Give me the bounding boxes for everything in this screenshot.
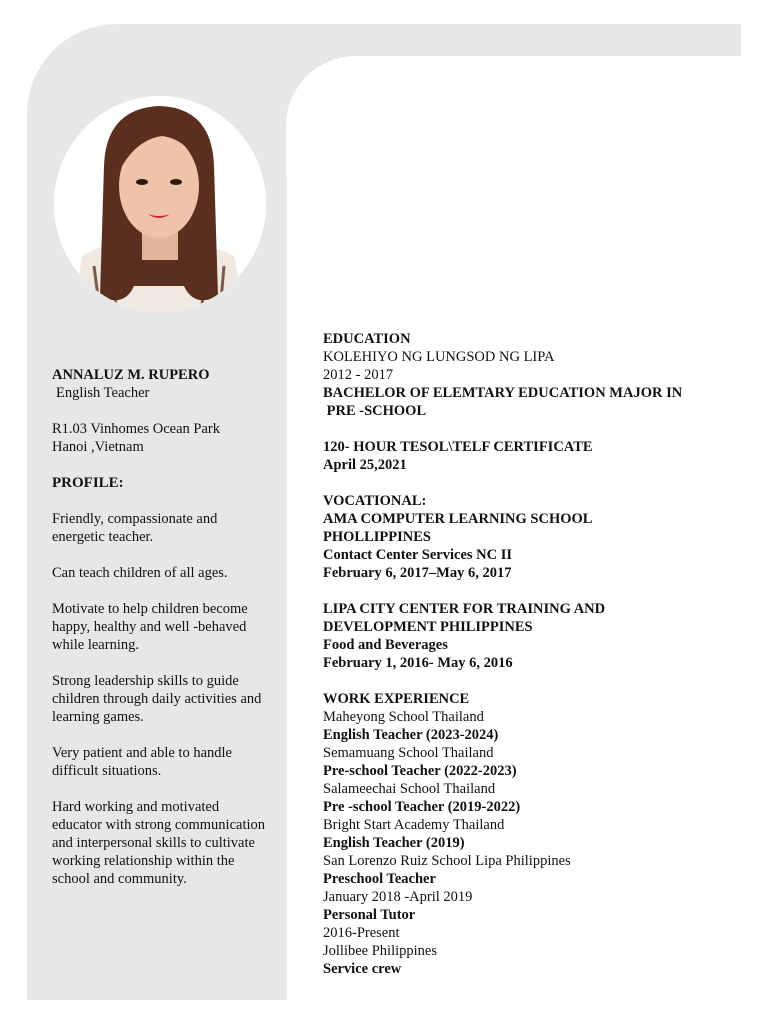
work-line: English Teacher (2023-2024) bbox=[323, 727, 499, 743]
work-heading: WORK EXPERIENCE bbox=[323, 691, 470, 707]
profile-paragraph: Motivate to help children become happy, healthy and well -behaved while learning. bbox=[52, 601, 248, 653]
vocational-course-2: Food and Beverages bbox=[323, 637, 448, 653]
education-heading: EDUCATION bbox=[323, 331, 411, 347]
address-line-1: R1.03 Vinhomes Ocean Park bbox=[52, 421, 221, 437]
profile-paragraph: Hard working and motivated educator with strong communication and interpersonal skills to cultivate working relationship within the school and community. bbox=[52, 799, 266, 887]
profile-paragraph: Very patient and able to handle difficult situations. bbox=[52, 745, 232, 779]
work-line: 2016-Present bbox=[323, 925, 400, 941]
education-degree-line-1: BACHELOR OF ELEMTARY EDUCATION MAJOR IN bbox=[323, 385, 683, 401]
vocational-course-1: Contact Center Services NC II bbox=[323, 547, 512, 563]
header-curve bbox=[286, 56, 406, 176]
vocational-school-1-line-1: AMA COMPUTER LEARNING SCHOOL bbox=[323, 511, 593, 527]
candidate-role: English Teacher bbox=[56, 385, 150, 401]
work-line: Jollibee Philippines bbox=[323, 943, 437, 959]
work-line: Personal Tutor bbox=[323, 907, 416, 923]
address-line-2: Hanoi ,Vietnam bbox=[52, 439, 144, 455]
work-line: Bright Start Academy Thailand bbox=[323, 817, 505, 833]
sidebar-content bbox=[52, 366, 272, 906]
profile-heading: PROFILE: bbox=[52, 475, 124, 491]
main-content bbox=[323, 330, 723, 978]
work-line: Service crew bbox=[323, 961, 402, 977]
vocational-dates-2: February 1, 2016- May 6, 2016 bbox=[323, 655, 513, 671]
work-line: English Teacher (2019) bbox=[323, 835, 465, 851]
education-years: 2012 - 2017 bbox=[323, 367, 394, 383]
vocational-school-2-line-2: DEVELOPMENT PHILIPPINES bbox=[323, 619, 533, 635]
work-line: Pre -school Teacher (2019-2022) bbox=[323, 799, 521, 815]
tesol-date: April 25,2021 bbox=[323, 457, 407, 473]
work-line: Maheyong School Thailand bbox=[323, 709, 484, 725]
candidate-name: ANNALUZ M. RUPERO bbox=[52, 367, 210, 383]
work-line: Salameechai School Thailand bbox=[323, 781, 496, 797]
header-band bbox=[150, 24, 741, 56]
vocational-dates-1: February 6, 2017–May 6, 2017 bbox=[323, 565, 512, 581]
education-degree-line-2: PRE -SCHOOL bbox=[323, 403, 427, 419]
work-line: San Lorenzo Ruiz School Lipa Philippines bbox=[323, 853, 571, 869]
vocational-school-2-line-1: LIPA CITY CENTER FOR TRAINING AND bbox=[323, 601, 606, 617]
work-line: Pre-school Teacher (2022-2023) bbox=[323, 763, 517, 779]
portrait-photo-icon bbox=[54, 96, 266, 312]
work-line: Preschool Teacher bbox=[323, 871, 436, 887]
education-school: KOLEHIYO NG LUNGSOD NG LIPA bbox=[323, 349, 555, 365]
profile-photo bbox=[54, 96, 266, 312]
tesol-title: 120- HOUR TESOL\TELF CERTIFICATE bbox=[323, 439, 593, 455]
profile-paragraph: Friendly, compassionate and energetic teacher. bbox=[52, 511, 218, 545]
profile-paragraph: Can teach children of all ages. bbox=[52, 565, 228, 581]
work-line: January 2018 -April 2019 bbox=[323, 889, 473, 905]
vocational-heading: VOCATIONAL: bbox=[323, 493, 427, 509]
profile-paragraph: Strong leadership skills to guide children through daily activities and learning games. bbox=[52, 673, 262, 725]
sidebar-bottom-curve bbox=[27, 940, 286, 1000]
vocational-school-1-line-2: PHOLLIPPINES bbox=[323, 529, 431, 545]
work-line: Semamuang School Thailand bbox=[323, 745, 494, 761]
